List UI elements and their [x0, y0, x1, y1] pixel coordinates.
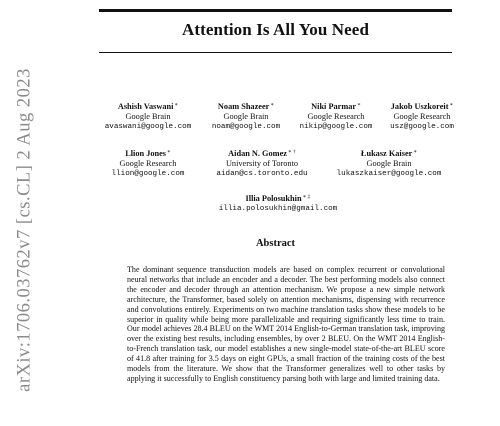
author-block	[337, 147, 442, 179]
author-email[interactable]: avaswani@google.com	[104, 123, 192, 131]
author-block	[112, 147, 185, 179]
arxiv-sidebar-stamp	[5, 60, 45, 400]
author-mark: ∗ †	[287, 149, 296, 155]
author-affiliation: Google Research	[393, 112, 451, 121]
author-mark: ∗	[167, 149, 171, 155]
title-top-rule	[99, 9, 452, 12]
arxiv-identifier: arXiv:1706.03762v7 [cs.CL] 2 Aug 2023	[14, 68, 35, 392]
author-mark: ∗	[449, 102, 454, 108]
author-mark: ∗	[357, 102, 361, 108]
author-name: Noam Shazeer	[217, 102, 270, 111]
author-email[interactable]: illia.polosukhin@gmail.com	[218, 205, 338, 213]
author-name: Jakob Uszkoreit	[390, 102, 449, 111]
author-name: Illia Polosukhin	[245, 194, 302, 203]
author-mark: ∗	[174, 102, 179, 108]
author-block	[390, 100, 454, 132]
author-email[interactable]: nikip@google.com	[299, 123, 373, 131]
author-email[interactable]: noam@google.com	[211, 123, 281, 131]
author-email[interactable]: llion@google.com	[111, 170, 185, 178]
author-block	[219, 192, 337, 214]
author-name: Niki Parmar	[311, 102, 357, 111]
author-block	[300, 100, 373, 132]
paper-title: Attention Is All You Need	[182, 20, 369, 39]
author-affiliation: Google Brain	[125, 112, 171, 121]
author-mark: ∗	[270, 102, 275, 108]
author-affiliation: Google Research	[119, 159, 177, 168]
author-affiliation: Google Brain	[366, 159, 412, 168]
author-affiliation: Google Brain	[223, 112, 269, 121]
author-block	[105, 100, 192, 132]
author-affiliation: University of Toronto	[225, 159, 299, 168]
author-block	[212, 100, 280, 132]
author-mark: ∗ ‡	[302, 194, 311, 200]
author-name: Llion Jones	[125, 149, 167, 158]
author-name: Aidan N. Gomez	[228, 149, 287, 158]
author-name: Ashish Vaswani	[117, 102, 174, 111]
abstract-text: The dominant sequence transduction models are based on complex recurrent or convolutional neural networks that include an encoder and a decoder. The best performing models also connect the encoder and decoder through an attention mechanism. We propose a new simple network architecture, the Transformer, based solely on attention mechanisms, dispensing with recurrence and convolutions entirely. Experiments on two machine translation tasks show these models to be superior in quality while being more parallelizable and requiring significantly less time to train. Our model achieves 28.4 BLEU on the WMT 2014 English-to-German translation task, improving over the existing best results, including ensembles, by over 2 BLEU. On the WMT 2014 English-to-French translation task, our model establishes a new single-model state-of-the-art BLEU score of 41.8 after training for 3.5 days on eight GPUs, a small fraction of the training costs of the best models from the literature. We show that the Transformer generalizes well to other tasks by applying it successfully to English constituency parsing both with large and limited training data.	[127, 265, 445, 383]
abstract-heading: Abstract	[255, 238, 296, 249]
author-name: Łukasz Kaiser	[360, 149, 413, 158]
author-block	[216, 147, 307, 179]
author-email[interactable]: usz@google.com	[390, 123, 454, 131]
author-email[interactable]: aidan@cs.toronto.edu	[216, 170, 308, 178]
author-mark: ∗	[413, 149, 418, 155]
title-bottom-rule	[99, 52, 452, 53]
author-email[interactable]: lukaszkaiser@google.com	[336, 170, 442, 178]
author-affiliation: Google Research	[307, 112, 365, 121]
